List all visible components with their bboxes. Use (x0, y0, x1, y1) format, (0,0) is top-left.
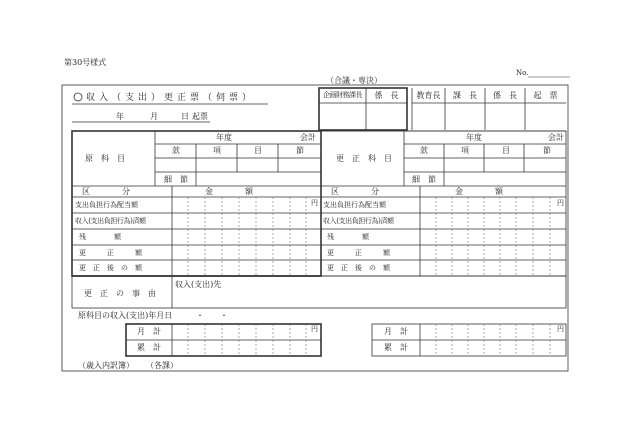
right-subsection: 細 節 (412, 175, 436, 184)
date-day: 日 (181, 112, 189, 121)
right-cumulative-total: 累 計 (384, 343, 408, 352)
left-row-after: 更 正 後 の 額 (79, 264, 142, 272)
right-col-moku: 目 (502, 146, 510, 155)
left-col-kou: 項 (213, 146, 221, 155)
date-suffix: 起票 (192, 112, 208, 121)
number-label: No. (516, 69, 529, 77)
left-cumulative-total: 累 計 (137, 343, 161, 352)
payee-label: 収入(支出)先 (175, 280, 222, 289)
left-amount-header: 金 額 (205, 187, 253, 196)
right-row-balance: 残 額 (327, 233, 369, 241)
corrected-subject-label: 更 正 科 目 (336, 154, 392, 163)
consult-note: （合議・専決） (326, 76, 382, 85)
footer-ledger: （歳入内訳簿） (78, 361, 134, 370)
right-total-yen-unit: 円 (557, 325, 564, 333)
left-col-kan: 款 (172, 146, 180, 155)
left-total-yen-unit: 円 (311, 325, 318, 333)
right-category-header: 区 分 (331, 187, 379, 196)
right-amount-header: 金 額 (455, 187, 503, 196)
approval-drafter: 起 票 (533, 91, 558, 100)
right-account: 会計 (548, 133, 564, 142)
right-yen-unit: 円 (557, 199, 564, 207)
form-number: 第30号様式 (64, 58, 107, 67)
correction-reason-label: 更 正 の 事 由 (84, 289, 156, 298)
approval-finance-chief: 企画財務課長 (323, 91, 362, 99)
approval-chief-right: 係 長 (493, 91, 517, 100)
date-year: 年 (116, 112, 124, 121)
right-row-correction: 更 正 額 (327, 249, 390, 257)
right-col-kan: 款 (420, 146, 428, 155)
left-row-correction: 更 正 額 (79, 249, 142, 257)
left-subsection: 細 節 (164, 175, 188, 184)
left-row-settled: 収入(支出負担行為)済額 (75, 217, 146, 225)
footer-dept: （各課） (146, 361, 178, 370)
left-yen-unit: 円 (311, 199, 318, 207)
right-col-setsu: 節 (543, 146, 551, 155)
form-title: 収入（支出）更正票（伺票） (86, 93, 256, 103)
original-subject-label: 原 科 目 (85, 154, 125, 163)
left-account: 会計 (300, 133, 316, 142)
right-row-allotment: 支出負担行為配当額 (323, 201, 386, 209)
right-row-settled: 収入(支出負担行為)済額 (323, 217, 394, 225)
circle-mark-icon (74, 93, 82, 101)
right-row-after: 更 正 後 の 額 (327, 264, 390, 272)
left-fiscal-year: 年度 (216, 133, 232, 142)
right-col-kou: 項 (461, 146, 469, 155)
left-col-setsu: 節 (296, 146, 304, 155)
original-date-dots: ・ ・ (196, 311, 228, 320)
approval-chief-left: 係 長 (374, 91, 399, 100)
date-month: 月 (150, 112, 158, 121)
original-date-label: 原科目の収入(支出)年月日 (78, 311, 173, 320)
left-col-moku: 目 (254, 146, 262, 155)
approval-superintendent: 教育長 (416, 91, 441, 100)
left-category-header: 区 分 (82, 187, 130, 196)
approval-section-head: 課 長 (453, 91, 477, 100)
right-monthly-total: 月 計 (384, 327, 408, 336)
right-fiscal-year: 年度 (466, 133, 482, 142)
left-monthly-total: 月 計 (137, 327, 161, 336)
left-row-allotment: 支出負担行為配当額 (75, 201, 138, 209)
left-row-balance: 残 額 (79, 233, 121, 241)
